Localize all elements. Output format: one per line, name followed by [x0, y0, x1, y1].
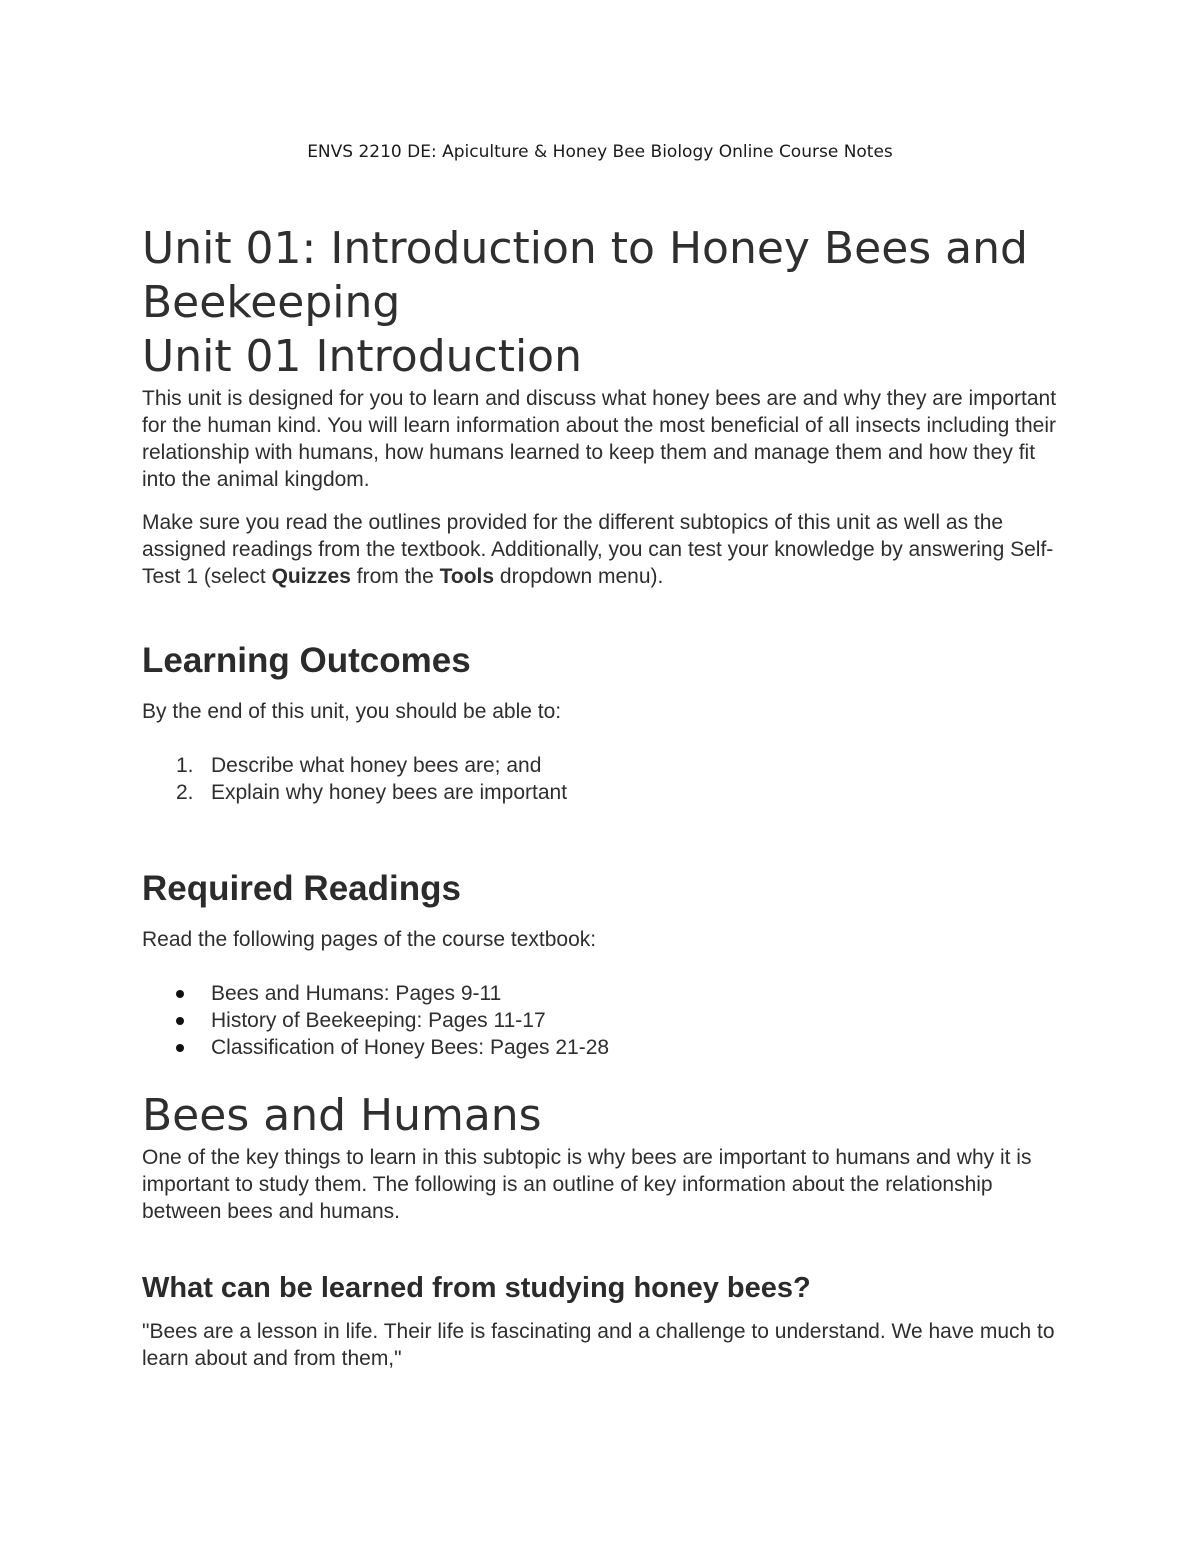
outline-text-3: dropdown menu).: [494, 565, 664, 588]
required-readings-intro: Read the following pages of the course textbook:: [142, 928, 597, 951]
bees-and-humans-paragraph: One of the key things to learn in this subtopic is why bees are important to humans and why it is important to study them. The following is an outline of key information about the relationship between bees and humans.: [142, 1146, 1032, 1223]
quizzes-bold: Quizzes: [271, 565, 351, 588]
list-number: 2.: [176, 781, 194, 804]
list-item: [142, 1034, 1072, 1061]
list-item: [142, 752, 1072, 779]
list-item: [142, 980, 1072, 1007]
unit-intro-heading: Unit 01 Introduction: [142, 331, 582, 382]
course-header: ENVS 2210 DE: Apiculture & Honey Bee Biology Online Course Notes: [307, 142, 893, 162]
list-number: 1.: [176, 754, 194, 777]
list-item-text: Explain why honey bees are important: [211, 781, 568, 804]
outline-text-1: Make sure you read the outlines provided for the different subtopics of this unit as well as the assigned readings from the textbook. Additionally, you can test your knowledge by answering Self-Test 1 (select: [142, 511, 1054, 588]
required-readings-list: [142, 980, 1072, 1061]
tools-bold: Tools: [439, 565, 495, 588]
learning-outcomes-intro: By the end of this unit, you should be able to:: [142, 700, 562, 723]
bullet-icon: [176, 1044, 184, 1052]
list-item-text: Bees and Humans: Pages 9-11: [211, 982, 502, 1005]
outline-text-2: from the: [350, 565, 440, 588]
document-body: [142, 222, 1072, 1372]
list-item-text: Classification of Honey Bees: Pages 21-28: [211, 1036, 610, 1059]
learning-outcomes-heading: Learning Outcomes: [142, 641, 471, 680]
studying-bees-subheading: What can be learned from studying honey bees?: [142, 1272, 811, 1304]
required-readings-heading: Required Readings: [142, 869, 461, 908]
bees-quote: "Bees are a lesson in life. Their life is fascinating and a challenge to understand. We have much to learn about and from them,": [142, 1320, 1055, 1370]
list-item-text: History of Beekeeping: Pages 11-17: [211, 1009, 546, 1032]
outline-paragraph: [142, 509, 1072, 590]
bullet-icon: [176, 1017, 184, 1025]
list-item: [142, 1007, 1072, 1034]
intro-paragraph: This unit is designed for you to learn and discuss what honey bees are and why they are important for the human kind. You will learn information about the most beneficial of all insects including their relationship with humans, how humans learned to keep them and manage them and how they fit into the animal kingdom.: [142, 387, 1057, 491]
list-item-text: Describe what honey bees are; and: [211, 754, 542, 777]
learning-outcomes-list: [142, 752, 1072, 806]
unit-title: Unit 01: Introduction to Honey Bees and Beekeeping: [142, 223, 1028, 328]
list-item: [142, 779, 1072, 806]
bullet-icon: [176, 990, 184, 998]
bees-and-humans-heading: Bees and Humans: [142, 1090, 542, 1141]
